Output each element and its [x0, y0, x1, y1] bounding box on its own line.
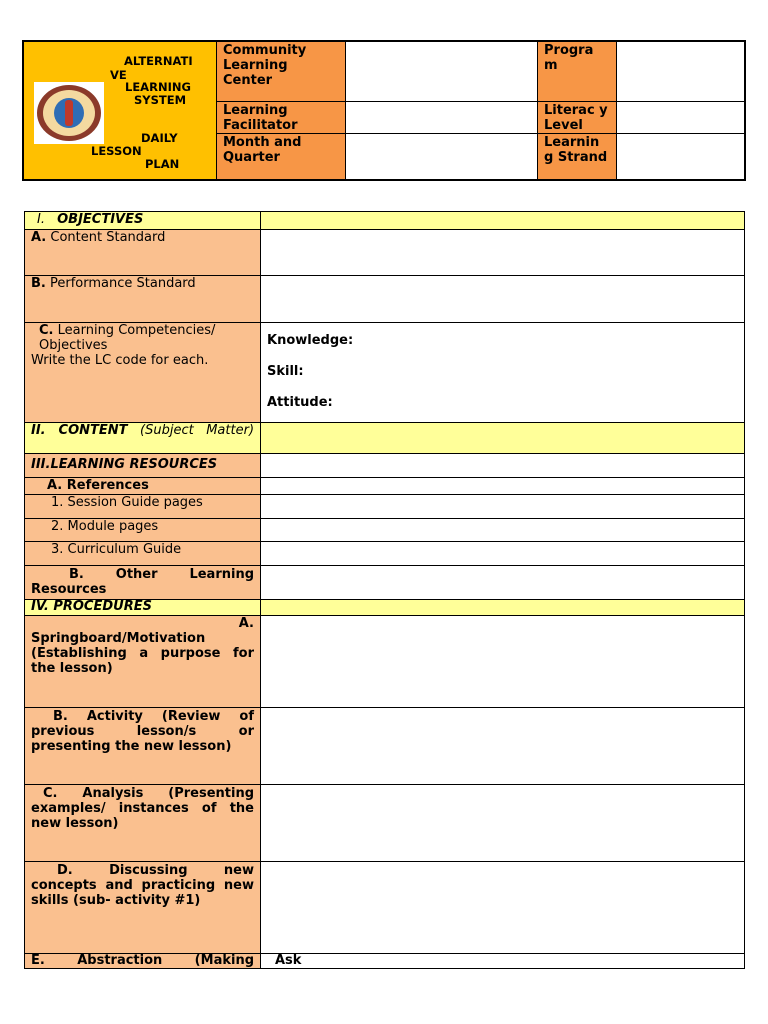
- objectives-value[interactable]: [261, 212, 745, 230]
- performance-standard-letter: B.: [31, 276, 46, 291]
- community-learning-center-value[interactable]: [346, 42, 538, 102]
- session-guide-row: [25, 495, 745, 519]
- system-line-2: VE: [110, 68, 127, 82]
- activity-value[interactable]: [261, 708, 745, 785]
- learning-competencies-text: Learning Competencies/ Objectives: [39, 323, 216, 353]
- session-guide-label: 1. Session Guide pages: [25, 495, 261, 519]
- springboard-text: Springboard/Motivation (Establishing a purpose for the lesson): [31, 631, 254, 676]
- other-resources-value[interactable]: [261, 566, 745, 600]
- content-heading: [25, 423, 261, 454]
- learning-facilitator-value[interactable]: [346, 102, 538, 134]
- content-standard-row: [25, 230, 745, 276]
- analysis-row: [25, 785, 745, 862]
- attitude-label: Attitude:: [267, 395, 333, 410]
- deped-seal-icon: [34, 82, 104, 144]
- module-pages-label: 2. Module pages: [25, 519, 261, 542]
- program-label: Progra m: [538, 42, 617, 102]
- performance-standard-label: [25, 276, 261, 323]
- system-line-3: LEARNING: [125, 80, 191, 94]
- learning-resources-row: [25, 454, 745, 478]
- activity-row: [25, 708, 745, 785]
- discussing-label: D. Discussing new concepts and practicing new skills (sub- activity #1): [25, 862, 261, 954]
- als-logo-cell: [24, 42, 217, 179]
- module-pages-value[interactable]: [261, 519, 745, 542]
- procedures-value[interactable]: [261, 600, 745, 616]
- module-pages-row: [25, 519, 745, 542]
- content-standard-letter: A.: [31, 230, 47, 245]
- learning-competencies-letter: C.: [39, 323, 54, 338]
- learning-resources-heading: III.LEARNING RESOURCES: [25, 454, 261, 478]
- references-heading: A. References: [25, 478, 261, 495]
- content-value[interactable]: [261, 423, 745, 454]
- objectives-row: [25, 212, 745, 230]
- literacy-level-value[interactable]: [617, 102, 744, 134]
- other-resources-label: B. Other Learning Resources: [25, 566, 261, 600]
- references-row: [25, 478, 745, 495]
- discussing-row: [25, 862, 745, 954]
- abstraction-value[interactable]: Ask: [261, 954, 745, 969]
- curriculum-guide-row: [25, 542, 745, 566]
- other-resources-row: [25, 566, 745, 600]
- learning-competencies-label: [25, 323, 261, 423]
- procedures-row: [25, 600, 745, 616]
- curriculum-guide-label: 3. Curriculum Guide: [25, 542, 261, 566]
- plan-line-1: DAILY: [141, 131, 178, 145]
- learning-competencies-note: Write the LC code for each.: [31, 353, 209, 368]
- performance-standard-text: Performance Standard: [50, 276, 196, 291]
- community-learning-center-label: Community Learning Center: [217, 42, 346, 102]
- content-standard-value[interactable]: [261, 230, 745, 276]
- performance-standard-row: [25, 276, 745, 323]
- system-line-1: ALTERNATI: [124, 54, 193, 68]
- springboard-label: [25, 616, 261, 708]
- month-and-quarter-value[interactable]: [346, 134, 538, 179]
- session-guide-value[interactable]: [261, 495, 745, 519]
- program-value[interactable]: [617, 42, 744, 102]
- springboard-letter: A.: [238, 616, 254, 631]
- learning-strand-label: Learnin g Strand: [538, 134, 617, 179]
- learning-competencies-value[interactable]: [261, 323, 745, 423]
- references-value[interactable]: [261, 478, 745, 495]
- learning-competencies-row: [25, 323, 745, 423]
- curriculum-guide-value[interactable]: [261, 542, 745, 566]
- analysis-label: C. Analysis (Presenting examples/ instances of the new lesson): [25, 785, 261, 862]
- learning-strand-value[interactable]: [617, 134, 744, 179]
- lesson-plan-table: [24, 211, 745, 969]
- content-title: II. CONTENT: [31, 423, 128, 438]
- analysis-value[interactable]: [261, 785, 745, 862]
- content-standard-label: [25, 230, 261, 276]
- activity-label: B. Activity (Review of previous lesson/s or presenting the new lesson): [25, 708, 261, 785]
- content-standard-text: Content Standard: [50, 230, 166, 245]
- skill-label: Skill:: [267, 364, 304, 379]
- system-line-4: SYSTEM: [134, 93, 187, 107]
- procedures-heading: IV. PROCEDURES: [25, 600, 261, 616]
- content-row: [25, 423, 745, 454]
- learning-resources-value[interactable]: [261, 454, 745, 478]
- performance-standard-value[interactable]: [261, 276, 745, 323]
- springboard-value[interactable]: [261, 616, 745, 708]
- objectives-numeral: I.: [37, 212, 45, 227]
- knowledge-label: Knowledge:: [267, 333, 354, 348]
- month-and-quarter-label: Month and Quarter: [217, 134, 346, 179]
- discussing-value[interactable]: [261, 862, 745, 954]
- plan-line-2: LESSON: [91, 144, 142, 158]
- plan-line-3: PLAN: [145, 157, 180, 171]
- header-table: [22, 40, 746, 181]
- objectives-title: OBJECTIVES: [57, 212, 144, 227]
- abstraction-row: [25, 954, 745, 969]
- abstraction-label: E. Abstraction (Making: [25, 954, 261, 969]
- literacy-level-label: Literac y Level: [538, 102, 617, 134]
- learning-facilitator-label: Learning Facilitator: [217, 102, 346, 134]
- springboard-row: [25, 616, 745, 708]
- objectives-heading: [25, 212, 261, 230]
- content-sub: (Subject Matter): [140, 423, 255, 438]
